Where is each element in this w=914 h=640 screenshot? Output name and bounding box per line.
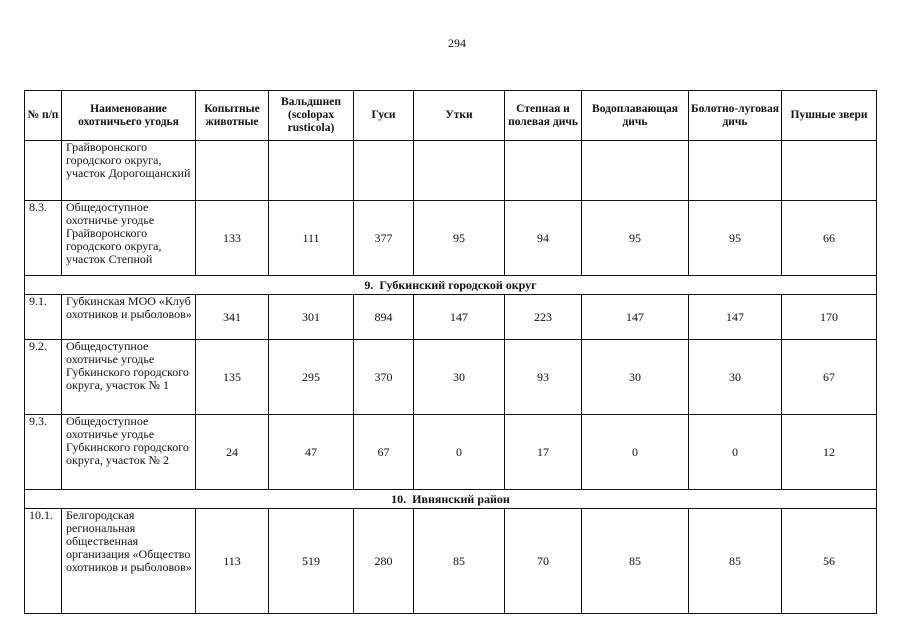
quota-value-cell: 370 <box>354 340 414 415</box>
quota-value-cell: 70 <box>505 509 582 614</box>
row-number-cell: 9.1. <box>25 295 62 340</box>
quota-value-cell: 56 <box>782 509 877 614</box>
quota-value-cell: 17 <box>505 415 582 490</box>
quota-value-cell: 894 <box>354 295 414 340</box>
quota-value-cell: 147 <box>582 295 689 340</box>
hunting-ground-name-cell: Белгородская региональная общественная организация «Общество охотников и рыболовов» <box>62 509 196 614</box>
quota-value-cell: 24 <box>196 415 269 490</box>
row-number-cell: 9.3. <box>25 415 62 490</box>
section-number: 10. <box>391 491 407 506</box>
header-col-name: Наименование охотничьего угодья <box>62 91 196 141</box>
quota-value-cell: 67 <box>354 415 414 490</box>
quota-value-cell: 94 <box>505 201 582 276</box>
quota-value-cell: 95 <box>582 201 689 276</box>
table-header-row <box>25 91 877 141</box>
quota-value-cell <box>782 141 877 201</box>
hunting-ground-name-cell: Грайворонского городского округа, участок Дорогощанский <box>62 141 196 201</box>
quota-value-cell: 47 <box>269 415 354 490</box>
row-number-cell: 10.1. <box>25 509 62 614</box>
hunting-ground-name-cell: Общедоступное охотничье угодье Грайворонского городского округа, участок Степной <box>62 201 196 276</box>
quota-value-cell: 147 <box>689 295 782 340</box>
section-title: Ивнянский район <box>412 491 510 506</box>
quota-value-cell: 295 <box>269 340 354 415</box>
page-number: 294 <box>448 36 466 50</box>
quota-value-cell <box>505 141 582 201</box>
quota-value-cell <box>582 141 689 201</box>
quota-value-cell: 30 <box>689 340 782 415</box>
table-row <box>25 201 877 276</box>
header-col-ducks: Утки <box>414 91 505 141</box>
quota-value-cell: 85 <box>689 509 782 614</box>
table-row <box>25 141 877 201</box>
header-col-ungulates: Копытные животные <box>196 91 269 141</box>
header-col-geese: Гуси <box>354 91 414 141</box>
header-col-woodcock: Вальдшнеп (scolopax rusticola) <box>269 91 354 141</box>
section-header-row <box>25 490 877 509</box>
quota-value-cell <box>689 141 782 201</box>
quota-value-cell: 0 <box>689 415 782 490</box>
table-row <box>25 295 877 340</box>
section-title: Губкинский городской округ <box>379 277 537 292</box>
quota-value-cell: 85 <box>582 509 689 614</box>
header-col-num: № п/п <box>25 91 62 141</box>
quota-value-cell: 113 <box>196 509 269 614</box>
quota-value-cell: 95 <box>689 201 782 276</box>
quota-value-cell: 66 <box>782 201 877 276</box>
row-number-cell: 9.2. <box>25 340 62 415</box>
table-row <box>25 340 877 415</box>
quota-value-cell: 93 <box>505 340 582 415</box>
row-number-cell <box>25 141 62 201</box>
header-col-steppe-game: Степная и полевая дичь <box>505 91 582 141</box>
quota-value-cell <box>354 141 414 201</box>
row-number-cell: 8.3. <box>25 201 62 276</box>
section-header-row <box>25 276 877 295</box>
quota-value-cell <box>196 141 269 201</box>
quota-value-cell: 111 <box>269 201 354 276</box>
quota-value-cell: 30 <box>414 340 505 415</box>
table-row <box>25 415 877 490</box>
header-col-waterfowl: Водоплавающая дичь <box>582 91 689 141</box>
hunting-grounds-table <box>24 90 877 614</box>
section-title-cell <box>25 490 877 509</box>
quota-value-cell: 170 <box>782 295 877 340</box>
quota-value-cell: 12 <box>782 415 877 490</box>
quota-value-cell: 0 <box>582 415 689 490</box>
quota-value-cell: 519 <box>269 509 354 614</box>
section-title-cell <box>25 276 877 295</box>
quota-value-cell: 223 <box>505 295 582 340</box>
header-col-marsh-game: Болотно-луговая дичь <box>689 91 782 141</box>
quota-value-cell: 341 <box>196 295 269 340</box>
quota-value-cell: 301 <box>269 295 354 340</box>
hunting-ground-name-cell: Губкинская МОО «Клуб охотников и рыболовов» <box>62 295 196 340</box>
header-col-fur-animals: Пушные звери <box>782 91 877 141</box>
hunting-ground-name-cell: Общедоступное охотничье угодье Губкинского городского округа, участок № 2 <box>62 415 196 490</box>
quota-value-cell: 67 <box>782 340 877 415</box>
section-number: 9. <box>364 277 374 292</box>
quota-value-cell: 85 <box>414 509 505 614</box>
table-body <box>25 141 877 614</box>
quota-value-cell: 95 <box>414 201 505 276</box>
quota-value-cell <box>414 141 505 201</box>
quota-value-cell: 280 <box>354 509 414 614</box>
quota-value-cell: 377 <box>354 201 414 276</box>
quota-value-cell <box>269 141 354 201</box>
quota-value-cell: 147 <box>414 295 505 340</box>
table-row <box>25 509 877 614</box>
quota-value-cell: 0 <box>414 415 505 490</box>
quota-value-cell: 133 <box>196 201 269 276</box>
quota-value-cell: 135 <box>196 340 269 415</box>
quota-value-cell: 30 <box>582 340 689 415</box>
hunting-ground-name-cell: Общедоступное охотничье угодье Губкинского городского округа, участок № 1 <box>62 340 196 415</box>
